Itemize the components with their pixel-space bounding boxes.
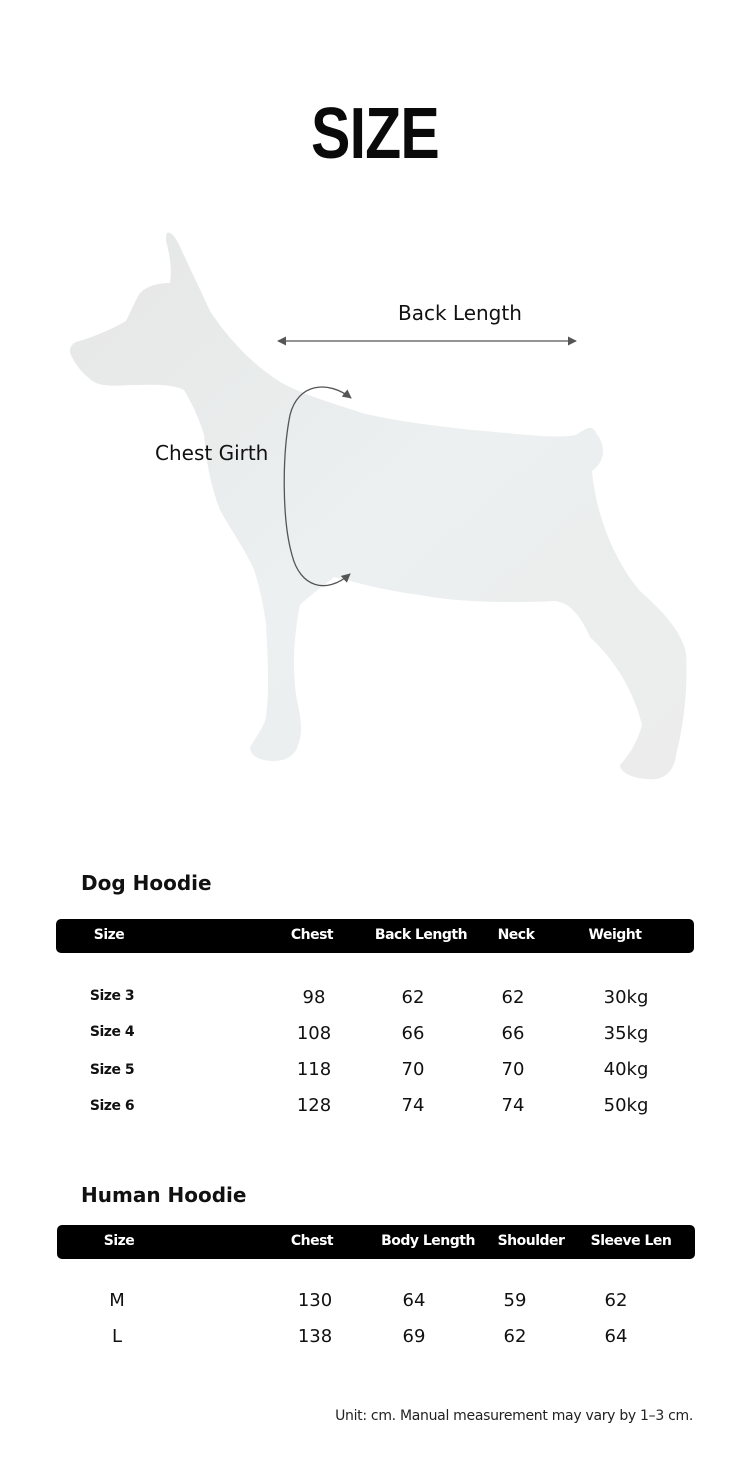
row-back-length: 74 [401,1095,425,1116]
header-cell-neck: Neck [497,927,535,943]
row-weight: 35kg [603,1023,649,1044]
row-neck: 66 [501,1023,525,1044]
header-cell-size: Size [93,927,125,943]
header-cell-sleeve-len: Sleeve Len [590,1233,672,1249]
header-cell-chest: Chest [290,927,334,943]
row-weight: 40kg [603,1059,649,1080]
row-neck: 74 [501,1095,525,1116]
row-chest: 138 [297,1326,333,1347]
header-cell-body-length: Body Length [381,1233,475,1249]
dog-body-shape [70,233,687,780]
row-size-label: Size 3 [89,988,135,1004]
row-size-label: L [111,1326,123,1347]
row-neck: 62 [501,987,525,1008]
row-weight: 30kg [603,987,649,1008]
row-size-label: Size 6 [89,1098,135,1114]
dog-diagram [60,225,690,795]
chest-girth-label: Chest Girth [155,441,269,465]
header-cell-weight: Weight [588,927,642,943]
row-chest: 98 [302,987,326,1008]
row-body-length: 64 [402,1290,426,1311]
row-body-length: 69 [402,1326,426,1347]
back-length-label: Back Length [398,301,522,325]
page-title: SIZE [311,94,439,174]
row-sleeve-len: 62 [604,1290,628,1311]
header-cell-back-length: Back Length [374,927,468,943]
row-neck: 70 [501,1059,525,1080]
row-weight: 50kg [603,1095,649,1116]
row-back-length: 70 [401,1059,425,1080]
dog-table-header [56,919,694,953]
human-hoodie-title: Human Hoodie [81,1183,247,1207]
row-chest: 130 [297,1290,333,1311]
header-cell-shoulder: Shoulder [497,1233,565,1249]
row-size-label: Size 4 [89,1024,135,1040]
human-table-header [57,1225,695,1259]
row-chest: 128 [296,1095,332,1116]
doberman-silhouette-icon [60,225,690,795]
row-shoulder: 59 [503,1290,527,1311]
header-cell-chest: Chest [290,1233,334,1249]
row-chest: 118 [296,1059,332,1080]
header-cell-size: Size [103,1233,135,1249]
measurement-footnote: Unit: cm. Manual measurement may vary by 1–3 cm. [335,1408,693,1424]
dog-hoodie-title: Dog Hoodie [81,871,212,895]
row-chest: 108 [296,1023,332,1044]
row-back-length: 66 [401,1023,425,1044]
row-back-length: 62 [401,987,425,1008]
row-size-label: Size 5 [89,1062,135,1078]
row-sleeve-len: 64 [604,1326,628,1347]
row-shoulder: 62 [503,1326,527,1347]
row-size-label: M [109,1290,125,1311]
